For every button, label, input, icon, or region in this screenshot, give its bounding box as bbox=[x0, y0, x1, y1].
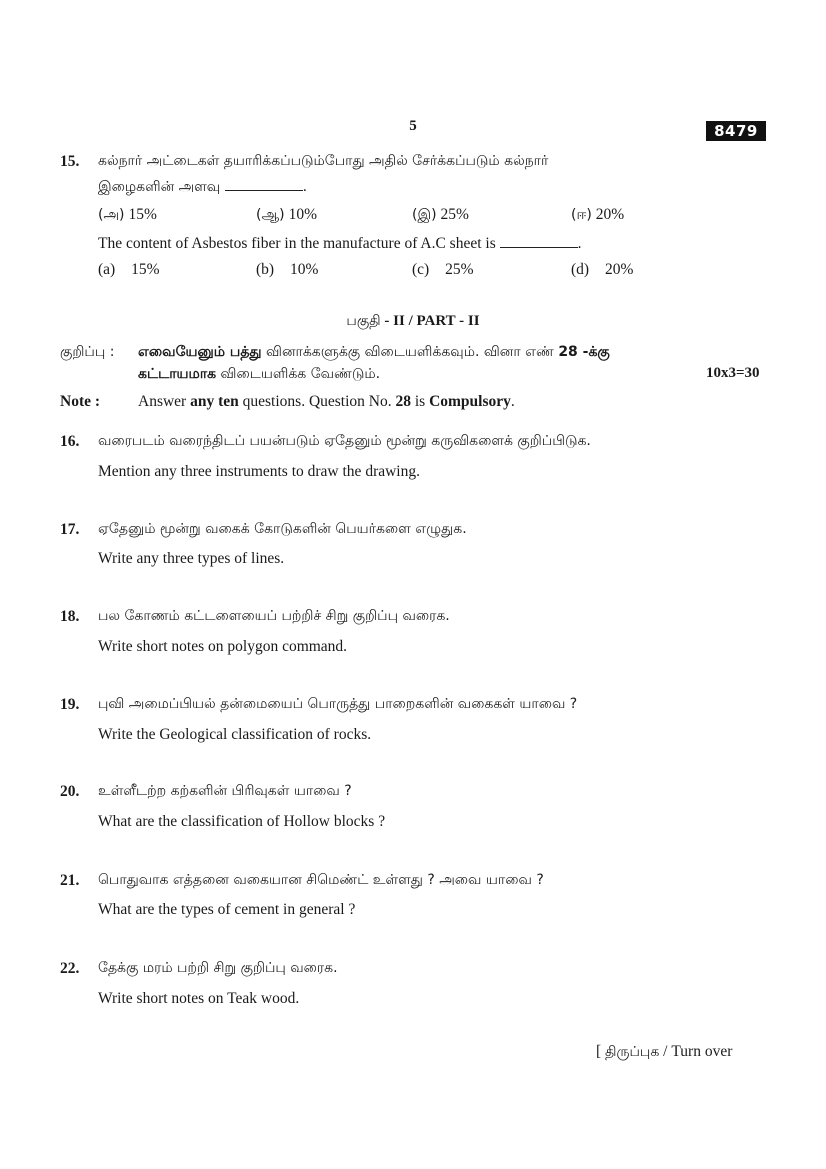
question-16-number: 16. bbox=[60, 433, 80, 450]
question-15-english-text: The content of Asbestos fiber in the manufacture of A.C sheet is bbox=[98, 235, 496, 252]
option-d-english bbox=[571, 261, 633, 279]
question-18-tamil: பல கோணம் கட்டளையைப் பற்றிச் சிறு குறிப்பு வரைக. bbox=[98, 608, 450, 624]
option-b-tamil bbox=[256, 206, 317, 225]
option-b-english bbox=[256, 261, 318, 279]
question-20-english: What are the classification of Hollow blocks ? bbox=[98, 813, 386, 830]
note-text: வினாக்களுக்கு விடையளிக்கவும். வினா எண் bbox=[261, 344, 559, 360]
option-label: (d) bbox=[571, 261, 590, 278]
question-21-tamil: பொதுவாக எத்தனை வகையான சிமெண்ட் உள்ளது ? அவை யாவை ? bbox=[98, 872, 544, 888]
question-17-tamil: ஏதேனும் மூன்று வகைக் கோடுகளின் பெயர்களை எழுதுக. bbox=[98, 521, 467, 537]
question-18-english: Write short notes on polygon command. bbox=[98, 638, 348, 655]
question-20-tamil: உள்ளீடற்ற கற்களின் பிரிவுகள் யாவை ? bbox=[98, 783, 352, 799]
note-tamil-line2 bbox=[138, 366, 380, 384]
option-d-tamil bbox=[571, 206, 624, 225]
question-21-english: What are the types of cement in general ? bbox=[98, 901, 356, 918]
option-label: (b) bbox=[256, 261, 275, 278]
question-19-tamil: புவி அமைப்பியல் தன்மையைப் பொருத்து பாறைகளின் வகைகள் யாவை ? bbox=[98, 696, 578, 712]
question-17-english: Write any three types of lines. bbox=[98, 550, 285, 567]
note-emphasis: கட்டாயமாக bbox=[138, 366, 217, 382]
option-label: (c) bbox=[412, 261, 430, 278]
option-a-tamil bbox=[98, 206, 157, 225]
note-english bbox=[138, 393, 515, 411]
note-emphasis: -க்கு bbox=[577, 344, 610, 360]
question-19-number: 19. bbox=[60, 696, 80, 713]
question-15-tamil-line2 bbox=[98, 178, 307, 197]
note-text: . bbox=[510, 393, 515, 410]
option-label: (ஆ) bbox=[256, 207, 285, 223]
note-emphasis: எவையேனும் பத்து bbox=[138, 344, 262, 360]
option-value: 10% bbox=[288, 206, 318, 223]
note-question-number: 28 bbox=[395, 393, 411, 410]
question-15-tamil-line1: கல்நார் அட்டைகள் தயாரிக்கப்படும்போது அதில் சேர்க்கப்படும் கல்நார் bbox=[98, 153, 549, 169]
answer-blank bbox=[500, 235, 578, 248]
question-22-english: Write short notes on Teak wood. bbox=[98, 990, 300, 1007]
option-value: 25% bbox=[445, 261, 474, 278]
part-heading-tamil: பகுதி bbox=[346, 313, 381, 329]
question-17-number: 17. bbox=[60, 521, 80, 538]
option-value: 15% bbox=[128, 206, 157, 223]
note-label-english: Note : bbox=[60, 393, 101, 410]
question-19-english: Write the Geological classification of rocks. bbox=[98, 726, 372, 743]
page-number: 5 bbox=[409, 118, 417, 134]
question-18-number: 18. bbox=[60, 608, 80, 625]
question-15-tamil-end: . bbox=[302, 179, 308, 195]
option-label: (அ) bbox=[98, 207, 125, 223]
note-text: questions. Question No. bbox=[238, 393, 396, 410]
footer-tamil: திருப்புக bbox=[605, 1044, 660, 1060]
question-16-english: Mention any three instruments to draw the drawing. bbox=[98, 463, 420, 480]
note-emphasis: Compulsory bbox=[429, 393, 511, 410]
footer-bracket: [ bbox=[596, 1043, 606, 1060]
note-tamil-line1 bbox=[138, 344, 610, 362]
note-text: Answer bbox=[138, 393, 191, 410]
option-c-english bbox=[412, 261, 474, 279]
question-20-number: 20. bbox=[60, 783, 80, 800]
question-16-tamil: வரைபடம் வரைந்திடப் பயன்படும் ஏதேனும் மூன்று கருவிகளைக் குறிப்பிடுக. bbox=[98, 433, 591, 449]
option-value: 20% bbox=[604, 261, 634, 278]
note-question-number: 28 bbox=[558, 344, 578, 360]
question-15-english bbox=[98, 235, 581, 253]
answer-blank bbox=[225, 178, 303, 191]
marks-allocation: 10x3=30 bbox=[706, 365, 760, 381]
option-value: 25% bbox=[440, 206, 469, 223]
part-heading-english: - II / PART - II bbox=[380, 313, 480, 329]
option-label: (a) bbox=[98, 261, 116, 278]
option-c-tamil bbox=[412, 206, 469, 225]
question-22-tamil: தேக்கு மரம் பற்றி சிறு குறிப்பு வரைக. bbox=[98, 960, 338, 976]
turn-over-footer bbox=[596, 1043, 732, 1062]
question-15-tamil-text: இழைகளின் அளவு bbox=[98, 179, 221, 195]
note-label-tamil: குறிப்பு : bbox=[60, 344, 115, 360]
option-value: 10% bbox=[289, 261, 319, 278]
question-15-english-end: . bbox=[577, 235, 582, 252]
question-21-number: 21. bbox=[60, 872, 80, 889]
option-value: 20% bbox=[595, 206, 625, 223]
footer-english: / Turn over bbox=[659, 1043, 733, 1060]
note-text: is bbox=[410, 393, 430, 410]
note-emphasis: any ten bbox=[190, 393, 239, 410]
note-text: விடையளிக்க வேண்டும். bbox=[216, 366, 381, 382]
question-22-number: 22. bbox=[60, 960, 80, 977]
option-a-english bbox=[98, 261, 160, 279]
option-value: 15% bbox=[131, 261, 160, 278]
option-label: (ஈ) bbox=[571, 207, 592, 223]
part-2-heading bbox=[0, 313, 826, 331]
question-15-number: 15. bbox=[60, 153, 80, 170]
paper-code-badge: 8479 bbox=[706, 121, 766, 141]
option-label: (இ) bbox=[412, 207, 437, 223]
